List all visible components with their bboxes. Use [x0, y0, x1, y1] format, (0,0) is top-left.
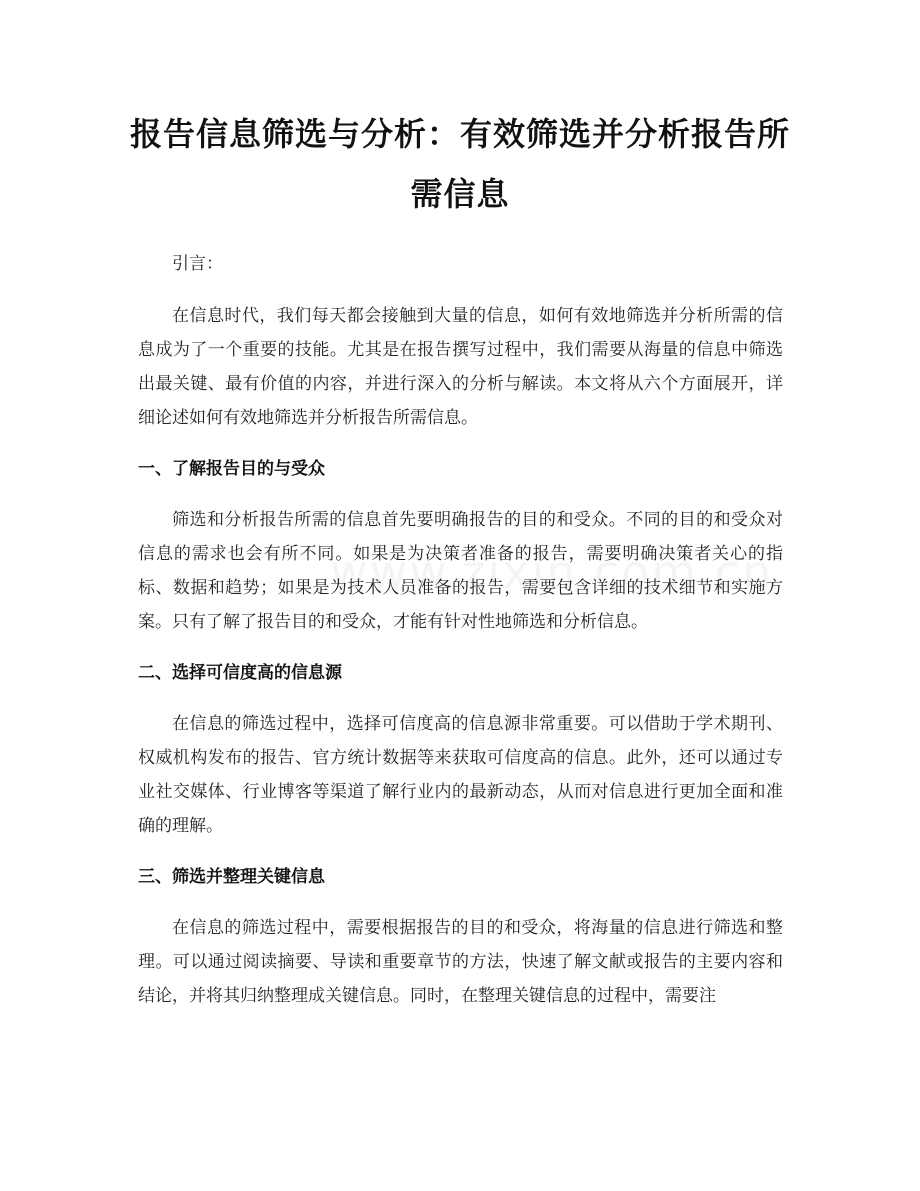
document-body — [138, 247, 783, 1030]
section-heading: 三、筛选并整理关键信息 — [138, 867, 325, 887]
section-2 — [138, 656, 783, 843]
section-1 — [138, 452, 783, 639]
intro-label: 引言： — [172, 254, 223, 274]
document-title: 报告信息筛选与分析：有效筛选并分析报告所需信息 — [130, 115, 791, 213]
section-heading: 一、了解报告目的与受众 — [138, 459, 325, 479]
section-paragraph: 筛选和分析报告所需的信息首先要明确报告的目的和受众。不同的目的和受众对信息的需求也会有所不同。如果是为决策者准备的报告，需要明确决策者关心的指标、数据和趋势；如果是为技术人员准备的报告，需要包含详细的技术细节和实施方案。只有了解了报告目的和受众，才能有针对性地筛选和分析信息。 — [138, 510, 783, 632]
section-paragraph: 在信息的筛选过程中，需要根据报告的目的和受众，将海量的信息进行筛选和整理。可以通过阅读摘要、导读和重要章节的方法，快速了解文献或报告的主要内容和结论，并将其归纳整理成关键信息。同时，在整理关键信息的过程中，需要注 — [138, 918, 783, 1006]
section-paragraph: 在信息的筛选过程中，选择可信度高的信息源非常重要。可以借助于学术期刊、权威机构发布的报告、官方统计数据等来获取可信度高的信息。此外，还可以通过专业社交媒体、行业博客等渠道了解行业内的最新动态，从而对信息进行更加全面和准确的理解。 — [138, 714, 783, 836]
section-3 — [138, 860, 783, 1013]
intro-paragraph: 在信息时代，我们每天都会接触到大量的信息，如何有效地筛选并分析所需的信息成为了一个重要的技能。尤其是在报告撰写过程中，我们需要从海量的信息中筛选出最关键、最有价值的内容，并进行深入的分析与解读。本文将从六个方面展开，详细论述如何有效地筛选并分析报告所需信息。 — [138, 306, 783, 428]
section-heading: 二、选择可信度高的信息源 — [138, 663, 342, 683]
